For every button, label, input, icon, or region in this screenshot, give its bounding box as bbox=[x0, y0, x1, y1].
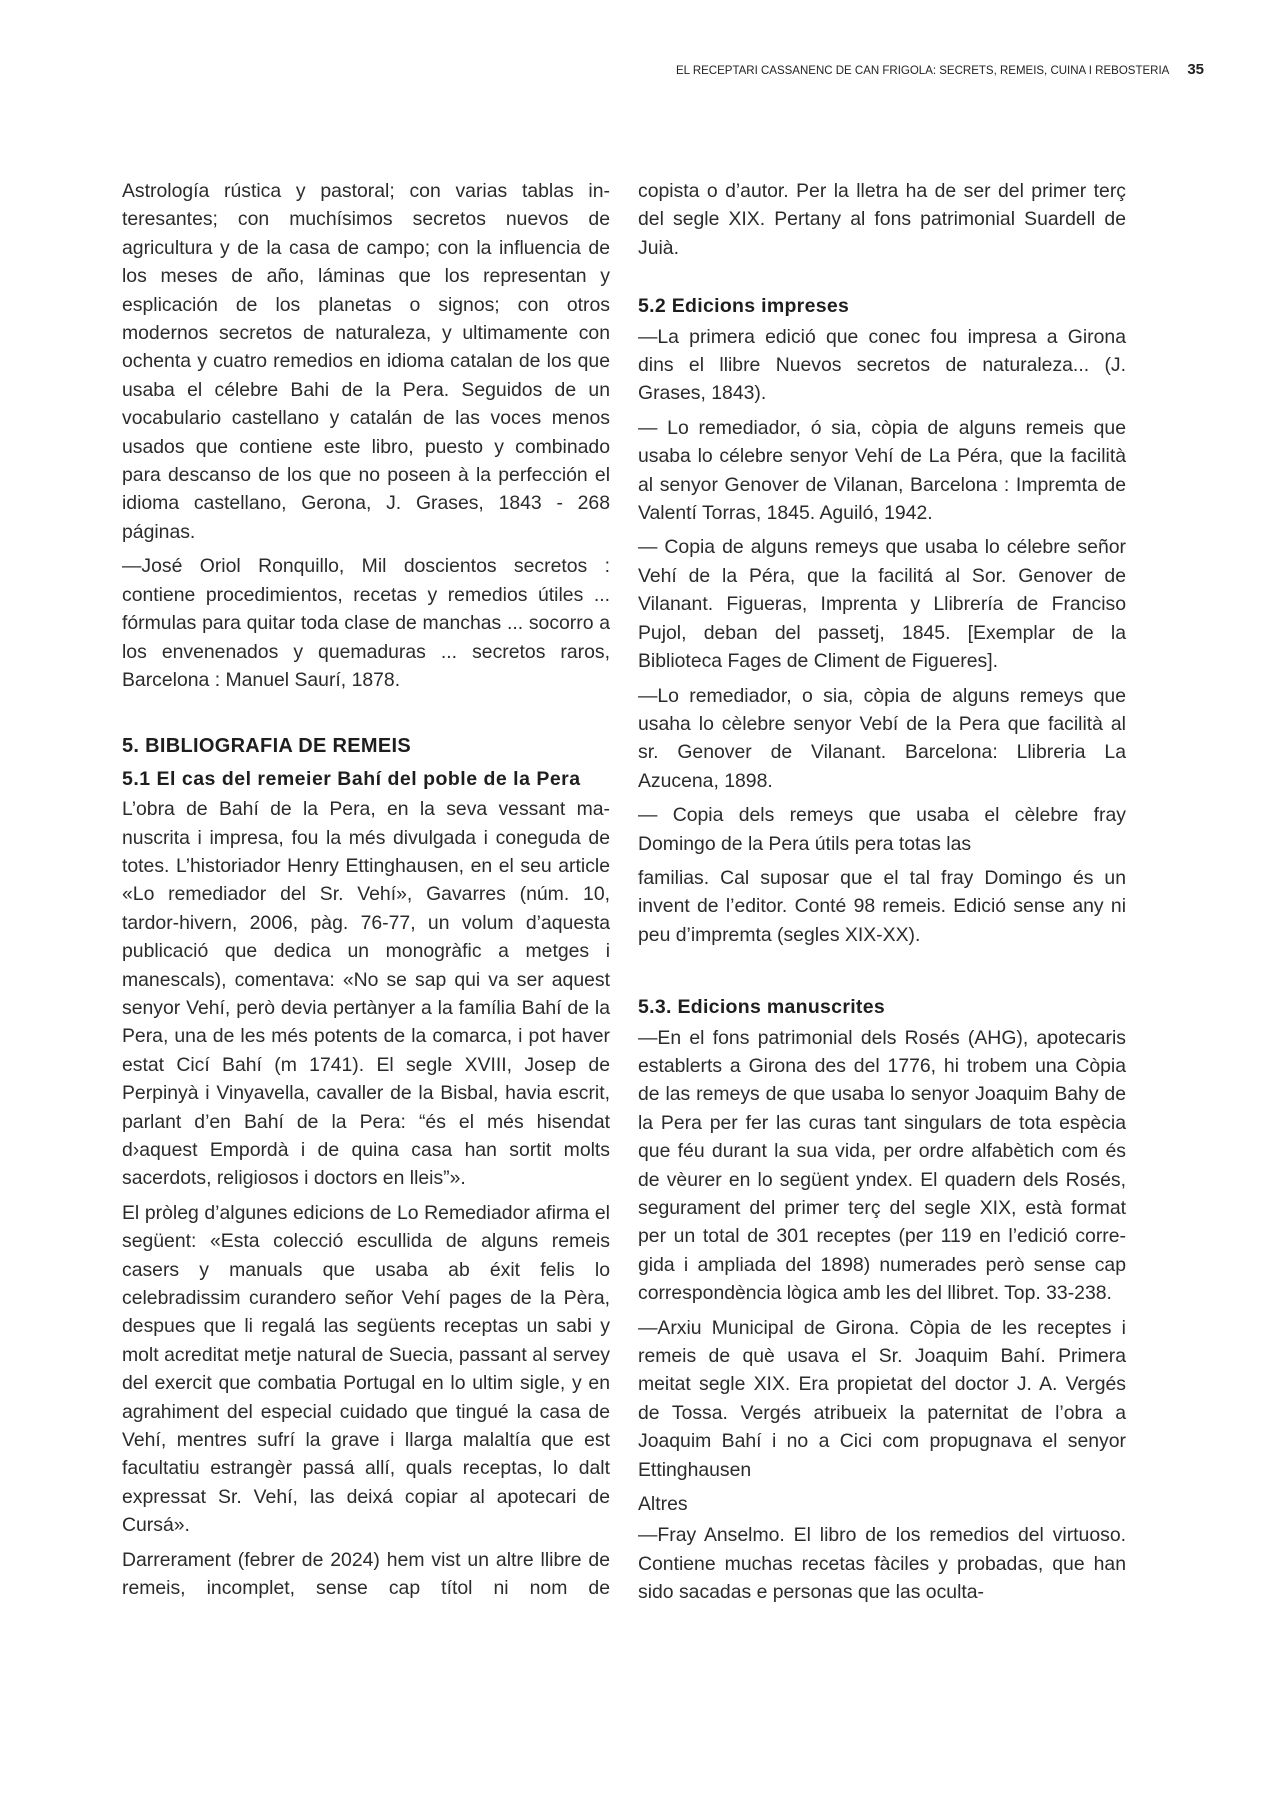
paragraph: —En el fons patrimonial dels Rosés (AHG), apotecaris establerts a Girona des del 1776, hi trobem una Còpia de las remeys de que usaba lo senyor Joaquim Bahy de la Pera per fer las curas tant singulars de tota espècia que féu durant la sua vida, per ordre alfabètich com és de vèurer en lo següent yndex. El quadern dels Rosés, segurament del primer terç del segle XIX, està format per un total de 301 receptes (per 119 en l’edició corregida i ampliada del 1898) numerades però sense cap correspondència lògica amb les del llibret. Top. 33-238. bbox=[638, 1026, 1126, 1305]
running-header bbox=[676, 61, 1204, 78]
paragraph: — Lo remediador, ó sia, còpia de alguns remeis que usaba lo célebre senyor Vehí de La Péra, que la facilità al senyor Genover de Vilanan, Barcelona : Impremta de Valentí Torras, 1845. Aguiló, 1942. bbox=[638, 416, 1126, 525]
paragraph: Darrerament (febrer de 2024) hem vist un altre llibre de remeis, incomplet, sense cap títol ni nom de bbox=[122, 1548, 610, 1600]
paragraph: Astrología rústica y pastoral; con varias tablas interesantes; con muchísimos secretos nuevos de agricultura y de la casa de campo; con la influencia de los meses de año, láminas que los representan y esplicación de los planetas o signos; con otros modernos secretos de naturaleza, y ultimamente con ochenta y cuatro remedios en idioma catalan de los que usaba el célebre Bahi de la Pera. Seguidos de un vocabulario castellano y catalán de las voces menos usados que contiene este libro, puesto y combinado para descanso de los que no poseen à la perfección el idioma castellano, Gerona, J. Grases, 1843 - 268 páginas. bbox=[122, 180, 610, 543]
paragraph: —Fray Anselmo. El libro de los remedios del virtuoso. Contiene muchas recetas fàciles y probadas, que han sido sacadas e personas que las oculta- bbox=[638, 1524, 1126, 1604]
subheading-altres: Altres bbox=[638, 1493, 688, 1516]
paragraph: —Arxiu Municipal de Girona. Còpia de les receptes i remeis de què usava el Sr. Joaquim Bahí. Primera meitat segle XIX. Era propietat del doctor J. A. Vergés de Tossa. Vergés atribueix la paternitat de l’obra a Joaquim Bahí i no a Cici com propugnava el senyor Ettinghausen bbox=[638, 1316, 1126, 1481]
section-heading-5-2: 5.2 Edicions impreses bbox=[638, 295, 850, 318]
page-number: 35 bbox=[1187, 61, 1204, 78]
paragraph: — Copia dels remeys que usaba el cèlebre fray Domingo de la Pera útils pera totas las bbox=[638, 804, 1126, 855]
paragraph: —La primera edició que conec fou impresa a Girona dins el llibre Nuevos secretos de naturaleza... (J. Grases, 1843). bbox=[638, 325, 1126, 405]
right-column bbox=[638, 177, 1126, 1613]
paragraph: —Lo remediador, o sia, còpia de alguns remeys que usaha lo cèlebre senyor Vebí de la Pera que facilità al sr. Genover de Vilanant. Barcelona: Llibreria La Azucena, 1898. bbox=[638, 684, 1126, 792]
left-column bbox=[122, 177, 610, 1609]
section-heading-5-3: 5.3. Edicions manuscrites bbox=[638, 996, 886, 1019]
paragraph: copista o d’autor. Per la lletra ha de ser del primer terç del segle XIX. Pertany al fons patrimonial Suardell de Juià. bbox=[638, 180, 1126, 259]
paragraph: — Copia de alguns remeys que usaba lo célebre señor Vehí de la Péra, que la facilitá al Sor. Genover de Vilanant. Figueras, Imprenta y Llibrería de Franciso Pujol, deban del passetj, 1845. [Exemplar de la Biblioteca Fages de Climent de Figueres]. bbox=[638, 536, 1126, 673]
section-heading-5: 5. BIBLIOGRAFIA DE REMEIS bbox=[122, 735, 412, 758]
running-title: EL RECEPTARI CASSANENC DE CAN FRIGOLA: SECRETS, REMEIS, CUINA I REBOSTERIA bbox=[675, 65, 1170, 77]
paragraph: L’obra de Bahí de la Pera, en la seva vessant manuscrita i impresa, fou la més divulgada i coneguda de totes. L’historiador Henry Ettinghausen, en el seu article «Lo remediador del Sr. Vehí», Gavarres (núm. 10, tardor-hivern, 2006, pàg. 76-77, un volum d’aquesta publicació que dedica un monogràfic a metges i manescals), comentava: «No se sap qui va ser aquest senyor Vehí, però devia pertànyer a la família Bahí de la Pera, una de les més potents de la comarca, i pot haver estat Cicí Bahí (m 1741). El segle XVIII, Josep de Perpinyà i Vinyavella, cavaller de la Bisbal, havia escrit, parlant d’en Bahí de la Pera: “és el més hisendat d›aquest Empordà i de quina casa han sortit molts sacerdots, religiosos i doctors en lleis”». bbox=[122, 798, 610, 1190]
paragraph: El pròleg d’algunes edicions de Lo Remediador afirma el següent: «Esta colecció escullida de alguns remeis casers y manuals que usaba ab éxit felis lo celebradissim curandero señor Vehí pages de la Pèra, despues que li regalá las següents receptas un sabi y molt acreditat metje natural de Suecia, passant al servey del exercit que combatia Portugal en lo ultim sigle, y en agrahiment del especial cuidado que tingué la casa de Vehí, mentres sufrí la grave i llarga malaltía que est facultatiu estrangèr passá allí, quals receptas, lo dalt expressat Sr. Vehí, las deixá copiar al apotecari de Cursá». bbox=[122, 1201, 610, 1537]
section-heading-5-1: 5.1 El cas del remeier Bahí del poble de la Pera bbox=[122, 767, 581, 790]
paragraph: —José Oriol Ronquillo, Mil doscientos secretos : contiene procedimientos, recetas y remedios útiles ... fórmulas para quitar toda clase de manchas ... socorro a los envenenados y quemaduras ... secretos raros, Barcelona : Manuel Saurí, 1878. bbox=[122, 555, 610, 691]
paragraph: familias. Cal suposar que el tal fray Domingo és un invent de l’editor. Conté 98 remeis. Edició sense any ni peu d’impremta (segles XIX-XX). bbox=[638, 866, 1126, 946]
